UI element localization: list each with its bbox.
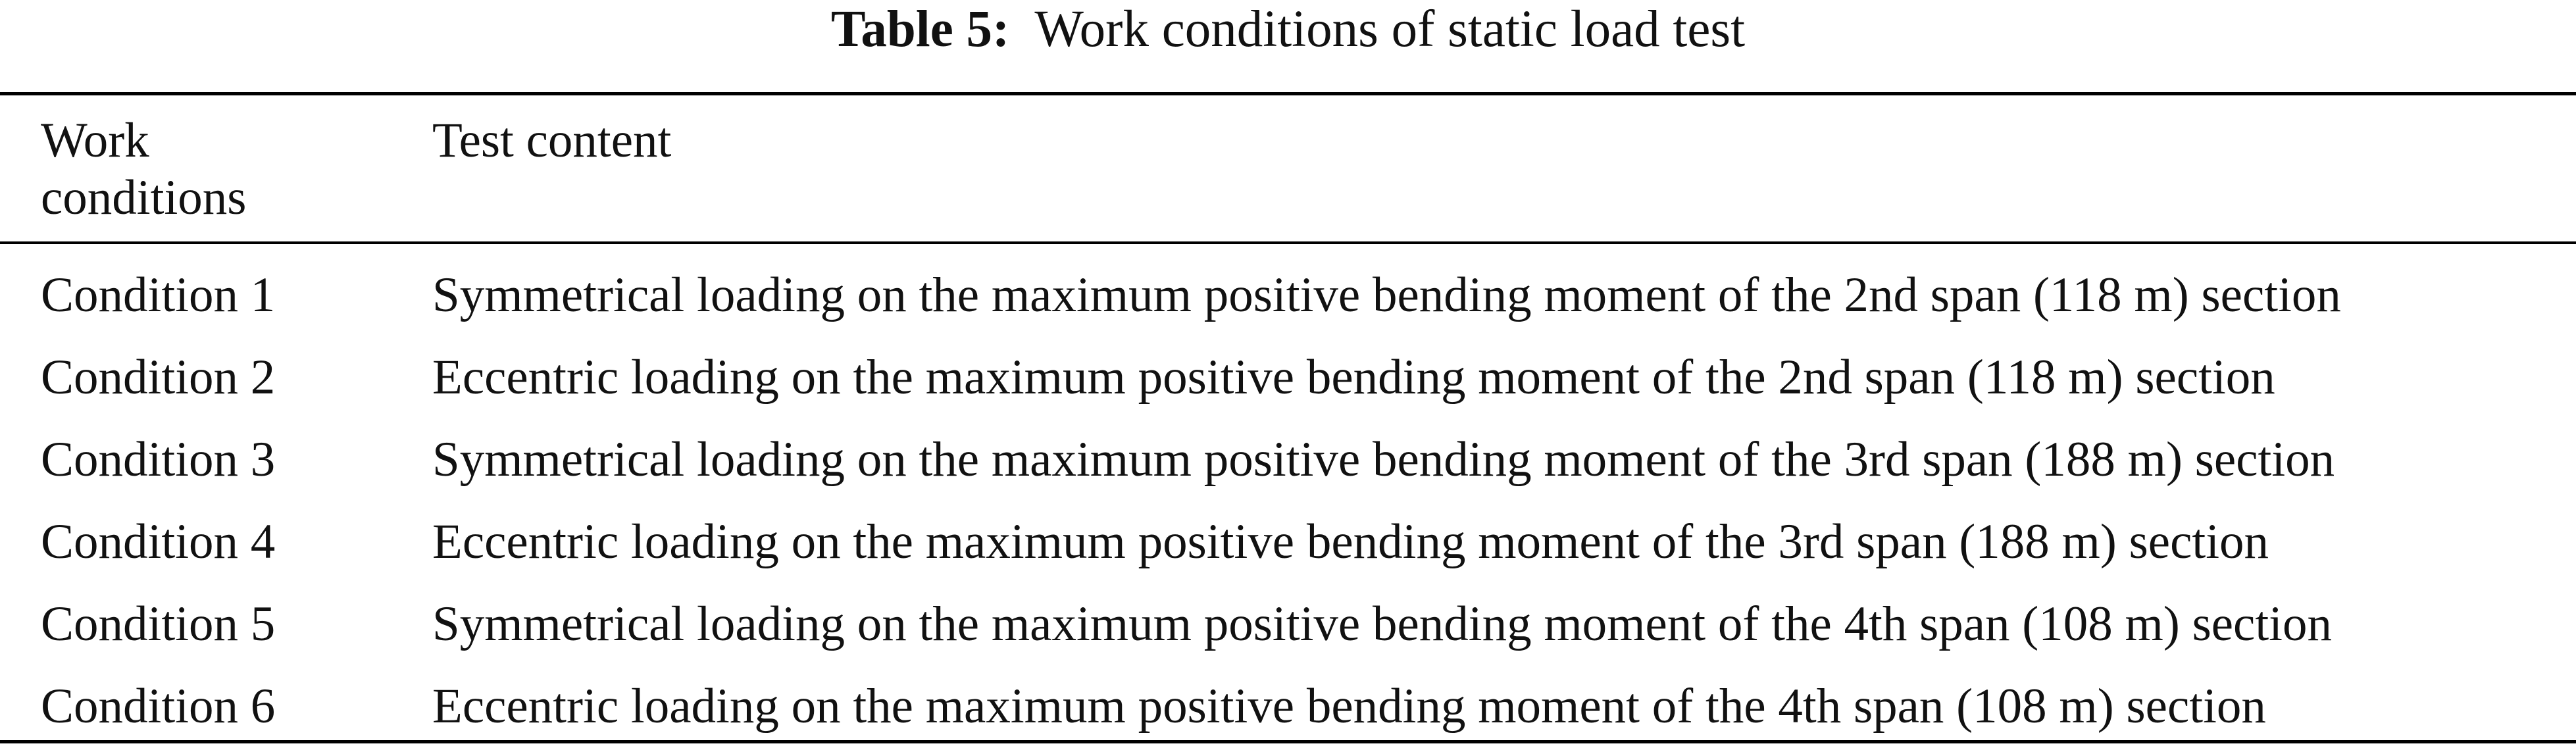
row-condition-4: Condition 4 [41, 514, 276, 569]
row-content-1: Symmetrical loading on the maximum positive bending moment of the 2nd span (118 m) section [432, 268, 2341, 322]
row-condition-5: Condition 5 [41, 597, 276, 651]
table-top-rule [0, 92, 2576, 95]
header-test-content: Test content [432, 113, 672, 168]
row-content-6: Eccentric loading on the maximum positive bending moment of the 4th span (108 m) section [432, 679, 2266, 734]
row-content-3: Symmetrical loading on the maximum positive bending moment of the 3rd span (188 m) section [432, 432, 2335, 487]
row-condition-1: Condition 1 [41, 268, 276, 322]
table-caption-text: Work conditions of static load test [1034, 1, 1746, 58]
header-work-conditions-line1: Work [41, 113, 149, 168]
row-condition-3: Condition 3 [41, 432, 276, 487]
table-caption [0, 0, 2576, 59]
row-condition-2: Condition 2 [41, 350, 276, 405]
table-caption-label: Table 5: [830, 1, 1010, 58]
row-content-5: Symmetrical loading on the maximum positive bending moment of the 4th span (108 m) section [432, 597, 2333, 651]
table-header-rule [0, 241, 2576, 244]
row-content-4: Eccentric loading on the maximum positive bending moment of the 3rd span (188 m) section [432, 514, 2269, 569]
table-bottom-rule [0, 740, 2576, 743]
row-content-2: Eccentric loading on the maximum positive bending moment of the 2nd span (118 m) section [432, 350, 2275, 405]
row-condition-6: Condition 6 [41, 679, 276, 734]
header-work-conditions-line2: conditions [41, 170, 247, 225]
